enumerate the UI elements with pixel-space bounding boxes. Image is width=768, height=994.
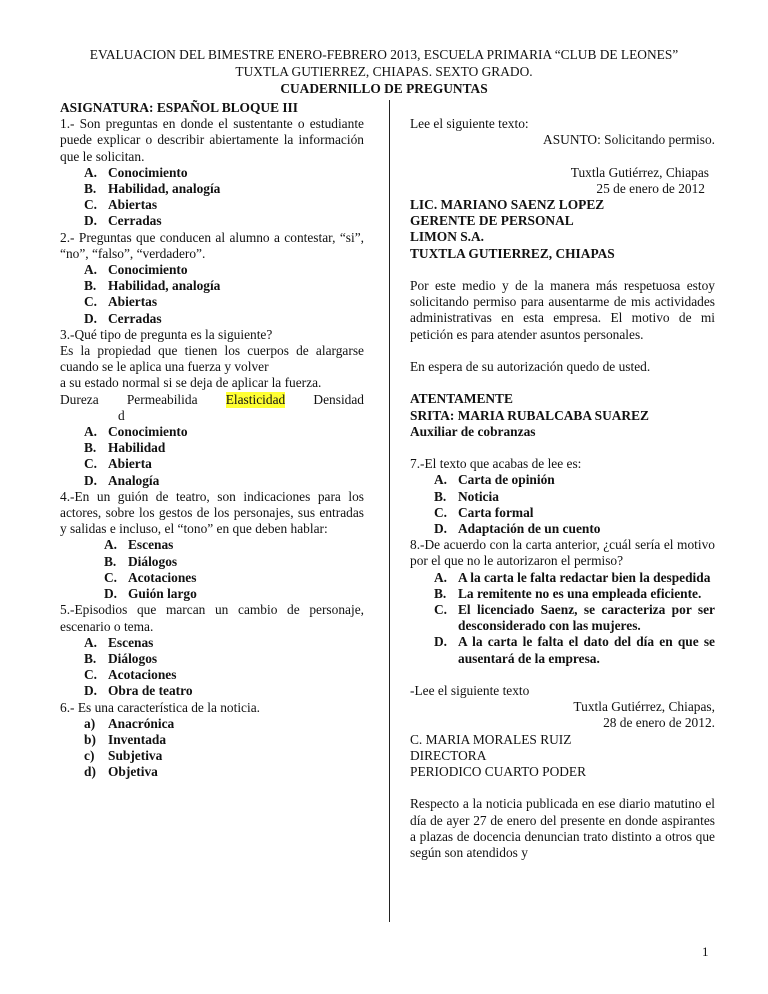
letter-place: Tuxtla Gutiérrez, Chiapas	[570, 164, 709, 180]
question-3-words	[60, 392, 364, 408]
option: d) Objetiva	[84, 764, 158, 780]
option: C. Abiertas	[84, 294, 158, 310]
addressee-company: LIMON S.A.	[410, 229, 485, 245]
option: A. Carta de opinión	[434, 472, 555, 488]
option: B. Habilidad, analogía	[84, 278, 221, 294]
letter-date: 25 de enero de 2012	[596, 180, 705, 196]
letter2-role: DIRECTORA	[410, 747, 487, 763]
option: B. Diálogos	[84, 650, 158, 666]
letter2-place: Tuxtla Gutiérrez, Chiapas,	[573, 699, 715, 715]
word-option: Permeabilida	[126, 391, 198, 407]
question-4: 4.-En un guión de teatro, son indicaciones para los actores, sobre los gestos de los personajes, sus entradas y salidas e incluso, el “tono” en que deben hablar:	[60, 488, 364, 537]
signature-name: SRITA: MARIA RUBALCABA SUAREZ	[410, 407, 649, 423]
option: D. Guión largo	[104, 586, 197, 602]
addressee-name: LIC. MARIANO SAENZ LOPEZ	[410, 197, 605, 212]
exam-location: TUXTLA GUTIERREZ, CHIAPAS. SEXTO GRADO.	[235, 64, 533, 79]
option: D. Cerradas	[84, 310, 162, 326]
signature-role: Auxiliar de cobranzas	[410, 423, 536, 439]
option: A. Conocimiento	[84, 262, 188, 278]
question-1: 1.- Son preguntas en donde el sustentante o estudiante puede explicar o describir abiertamente la información que le solicitan.	[60, 116, 364, 164]
word-wrap: d	[118, 407, 125, 423]
q4-options	[60, 537, 364, 602]
word-option: Densidad	[313, 391, 364, 407]
letter-body: Por este medio y de la manera más respetuosa estoy solicitando permiso para ausentarme de mis actividades administrativas en esta empresa. El motivo de mi petición es para atender asuntos personales.	[410, 278, 715, 342]
question-3: 3.-Qué tipo de pregunta es la siguiente?	[60, 326, 273, 342]
signature-salutation: ATENTAMENTE	[410, 391, 513, 407]
letter2-newspaper: PERIODICO CUARTO PODER	[410, 764, 587, 780]
left-column	[60, 100, 364, 781]
question-8: 8.-De acuerdo con la carta anterior, ¿cuál sería el motivo por el que no le autorizaron el permiso?	[410, 537, 715, 569]
letter2-body: Respecto a la noticia publicada en ese diario matutino el día de ayer 27 de enero del presente en donde aspirantes a plazas de docencia denuncian trato distinto a otros que según son atendidos y	[410, 796, 715, 861]
q8-options	[410, 570, 715, 667]
q6-options	[60, 716, 364, 781]
option: A. A la carta le falta redactar bien la despedida	[434, 569, 711, 585]
option: C. Abiertas	[84, 197, 158, 213]
question-5: 5.-Episodios que marcan un cambio de personaje, escenario o tema.	[60, 602, 364, 634]
option: A. Escenas	[84, 634, 154, 650]
highlighted-word: Elasticidad	[225, 391, 286, 407]
option: B. Noticia	[434, 488, 499, 504]
option: b) Inventada	[84, 731, 167, 747]
option: C. El licenciado Saenz, se caracteriza por ser desconsiderado con las mujeres.	[434, 602, 715, 634]
question-3-body-end: a su estado normal si se deja de aplicar la fuerza.	[60, 375, 322, 391]
reading-intro-2: -Lee el siguiente texto	[410, 683, 530, 699]
letter2-date: 28 de enero de 2012.	[603, 715, 715, 731]
q1-options	[60, 165, 364, 230]
question-3-body: Es la propiedad que tienen los cuerpos de alargarse cuando se le aplica una fuerza y volver	[60, 343, 364, 375]
option: D. Obra de teatro	[84, 683, 193, 699]
page-number: 1	[702, 944, 709, 959]
q5-options	[60, 635, 364, 700]
letter-subject: ASUNTO: Solicitando permiso.	[543, 132, 715, 148]
option: D. Cerradas	[84, 213, 162, 229]
option: B. La remitente no es una empleada eficiente.	[434, 585, 702, 601]
q3-options	[60, 424, 364, 489]
q7-options	[410, 472, 715, 537]
reading-intro: Lee el siguiente texto:	[410, 116, 529, 131]
option: B. Diálogos	[104, 553, 178, 569]
booklet-title: CUADERNILLO DE PREGUNTAS	[280, 81, 488, 96]
addressee-title: GERENTE DE PERSONAL	[410, 213, 574, 229]
option: D. A la carta le falta el dato del día en que se ausentará de la empresa.	[434, 634, 715, 666]
column-divider	[389, 100, 390, 922]
option: A. Conocimiento	[84, 424, 188, 440]
question-7: 7.-El texto que acabas de lee es:	[410, 456, 582, 472]
option: A. Escenas	[104, 537, 174, 553]
q2-options	[60, 262, 364, 327]
option: B. Habilidad, analogía	[84, 181, 221, 197]
right-column	[410, 116, 715, 861]
letter-closing: En espera de su autorización quedo de usted.	[410, 359, 651, 374]
option: a) Anacrónica	[84, 715, 175, 731]
option: D. Analogía	[84, 472, 160, 488]
option: C. Carta formal	[434, 504, 534, 520]
option: C. Abierta	[84, 456, 152, 472]
exam-title: EVALUACION DEL BIMESTRE ENERO-FEBRERO 2013, ESCUELA PRIMARIA “CLUB DE LEONES”	[89, 47, 679, 62]
option: D. Adaptación de un cuento	[434, 521, 601, 536]
option: B. Habilidad	[84, 440, 166, 456]
option: C. Acotaciones	[104, 569, 197, 585]
letter2-addressee: C. MARIA MORALES RUIZ	[410, 731, 572, 747]
option: A. Conocimiento	[84, 164, 188, 180]
question-2: 2.- Preguntas que conducen al alumno a contestar, “si”, “no”, “falso”, “verdadero”.	[60, 229, 364, 261]
question-6: 6.- Es una característica de la noticia.	[60, 699, 261, 715]
subject-heading: ASIGNATURA: ESPAÑOL BLOQUE III	[60, 100, 298, 115]
option: c) Subjetiva	[84, 748, 163, 764]
addressee-city: TUXTLA GUTIERREZ, CHIAPAS	[410, 245, 615, 261]
word-option: Dureza	[60, 391, 99, 407]
option: C. Acotaciones	[84, 667, 177, 683]
